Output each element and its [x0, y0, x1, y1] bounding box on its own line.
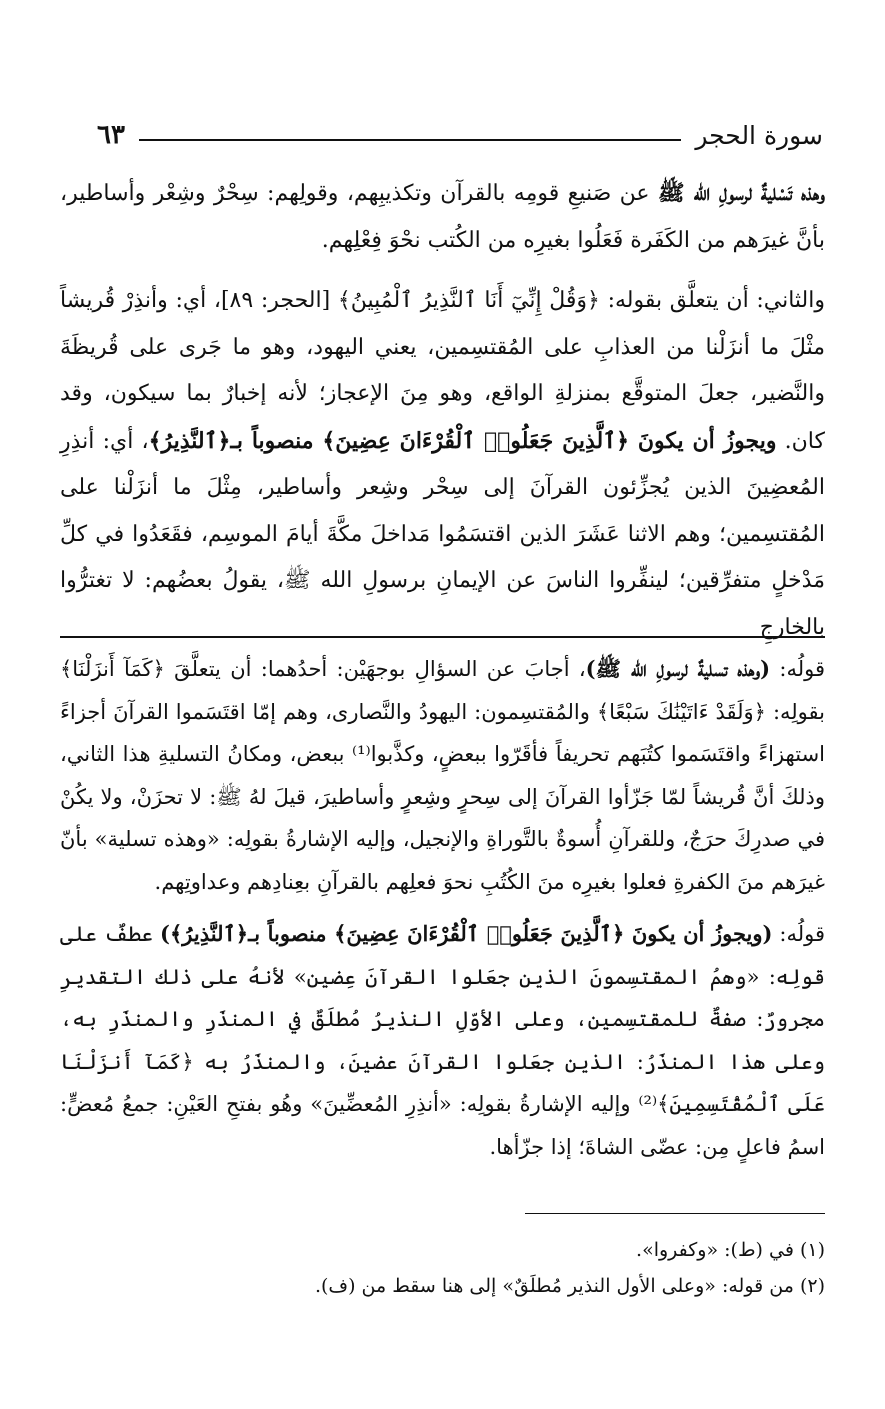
bold-phrase: ويجوزُ أن يكونَ ﴿ٱلَّذِينَ جَعَلُوا۟ ٱلْقُرْءَانَ عِضِينَ﴾ منصوباً بـ﴿ٱلنَّذِيرُ﴾	[148, 427, 777, 454]
header-rule	[139, 139, 681, 141]
commentary-paragraph-1	[60, 648, 825, 903]
bold-phrase: وهذه تَسْليةٌ لرسولِ الله ﷺ	[657, 180, 825, 206]
main-text	[60, 170, 825, 665]
main-paragraph-1	[60, 170, 825, 264]
commentary-text	[60, 648, 825, 1178]
lead-word: قولُه:	[772, 922, 826, 946]
bold-lemma: (وهذه تسليةٌ لرسولِ الله ﷺ)	[585, 656, 771, 681]
footnotes	[60, 1232, 825, 1304]
lead-word: قولُه:	[770, 657, 826, 681]
footnote-2: (٢) من قوله: «وعلى الأول النذير مُطلَقٌ» إلى هنا سقط من (ف).	[314, 1275, 825, 1297]
bold-lemma: (ويجوزُ أن يكونَ ﴿ٱلَّذِينَ جَعَلُوا۟ ٱلْقُرْءَانَ عِضِينَ﴾ منصوباً بـ﴿ٱلنَّذِيرُ﴾)	[160, 921, 773, 946]
paragraph-text: عطفٌ على قولِه: «وهمُ المقتسِمونَ الذين جعَلوا القرآنَ عِضين» لأنهُ على ذلك التقديرِ مجرورٌ: صفةٌ للمقتسِمين، وعلى الأوّلِ النذيرُ مُطلَقٌ في المنذَرِ والمنذَرِ به، وعلى هذا المنذَرُ: الذين جعَلوا القرآنَ عضينَ، والمنذَرُ به ﴿كَمَآ أَنزَلْنَا عَلَى ٱلْمُقْتَسِمِينَ﴾⁽²⁾ وإليه الإشارةُ بقولِه: «أنذِرِ المُعضِّينَ» وهُو بفتحِ العَيْنِ: جمعُ مُعضٍّ: اسمُ فاعلٍ مِن: عضّى الشاةَ؛ إذا جزّأها.	[60, 922, 826, 1159]
footnote-1: (١) في (ط): «وكفروا».	[636, 1239, 825, 1261]
paragraph-text: ، أي: أنذِرِ المُعضِينَ الذين يُجزِّئون القرآنَ إلى سِحْر وشِعر وأساطير، مِثْلَ ما أنزَلْنا على المُقتسِمين؛ وهم الاثنا عَشَرَ الذين اقتسَمُوا مَداخلَ مكَّةَ أيامَ الموسِم، فقَعَدُوا في كلِّ مَدْخلٍ متفرِّقين؛ لينفِّروا الناسَ عن الإيمانِ برسولِ الله ﷺ، يقولُ بعضُهم: لا تغترُّوا بالخارجِ	[60, 428, 825, 640]
commentary-divider	[60, 636, 825, 638]
page-number: ٦٣	[97, 120, 125, 150]
paragraph-text: والثاني: أن يتعلَّق بقوله: ﴿وَقُلْ إِنِّيٓ أَنَا ٱلنَّذِيرُ ٱلْمُبِينُ﴾ [الحجر: ٨٩]، أي: وأنذِرْ قُريشاً مثْلَ ما أنزَلْنا من العذابِ على المُقتسِمين، يعني اليهود، وهو ما جَرى على قُريظَةَ والنَّضير، جعلَ المتوقَّع بمنزلةِ الواقع، وهو مِنَ الإعجاز؛ لأنه إخبارٌ بما سيكون، وقد كان.	[60, 288, 825, 454]
running-header	[97, 120, 823, 150]
main-paragraph-2	[60, 278, 825, 651]
footnote-divider	[525, 1213, 825, 1214]
paragraph-text: عن صَنيعِ قومِه بالقرآن وتكذيبِهم، وقولِهم: سِحْرٌ وشِعْر وأساطير، بأنَّ غيرَهم من الكَفَرة فَعَلُوا بغيرِه من الكُتب نحْوَ فِعْلِهم.	[60, 181, 825, 253]
paragraph-text: ، أجابَ عن السؤالِ بوجهَيْن: أحدُهما: أن يتعلَّقَ ﴿كَمَآ أَنزَلْنَا﴾ بقولِه: ﴿وَلَقَدْ ءَاتَيْنَٰكَ سَبْعًا﴾ والمُقتسِمون: اليهودُ والنَّصارى، وهم إمّا اقتَسَموا القرآنَ أجزاءً استهزاءً واقتَسَموا كتُبَهم تحريفاً فأقَرّوا ببعضٍ، وكذَّبوا⁽¹⁾ ببعض، ومكانُ التسليةِ هذا الثاني، وذلكَ أنَّ قُريشاً لمّا جَزّأوا القرآنَ إلى سِحرٍ وشِعرٍ وأساطيرَ، قيلَ لهُ ﷺ: لا تحزَنْ، ولا يكُنْ في صدرِكَ حرَجٌ، وللقرآنِ أُسوةٌ بالتَّوراةِ والإنجيل، وإليه الإشارةُ بقولِه: «وهذه تسلية» بأنّ غيرَهم منَ الكفرةِ فعلوا بغيرِه منَ الكُتُبِ نحوَ فعلِهم بالقرآنِ بعِنادِهم وعداوتِهم.	[60, 657, 825, 894]
sura-title: سورة الحجر	[695, 120, 823, 150]
commentary-paragraph-2	[60, 913, 825, 1168]
